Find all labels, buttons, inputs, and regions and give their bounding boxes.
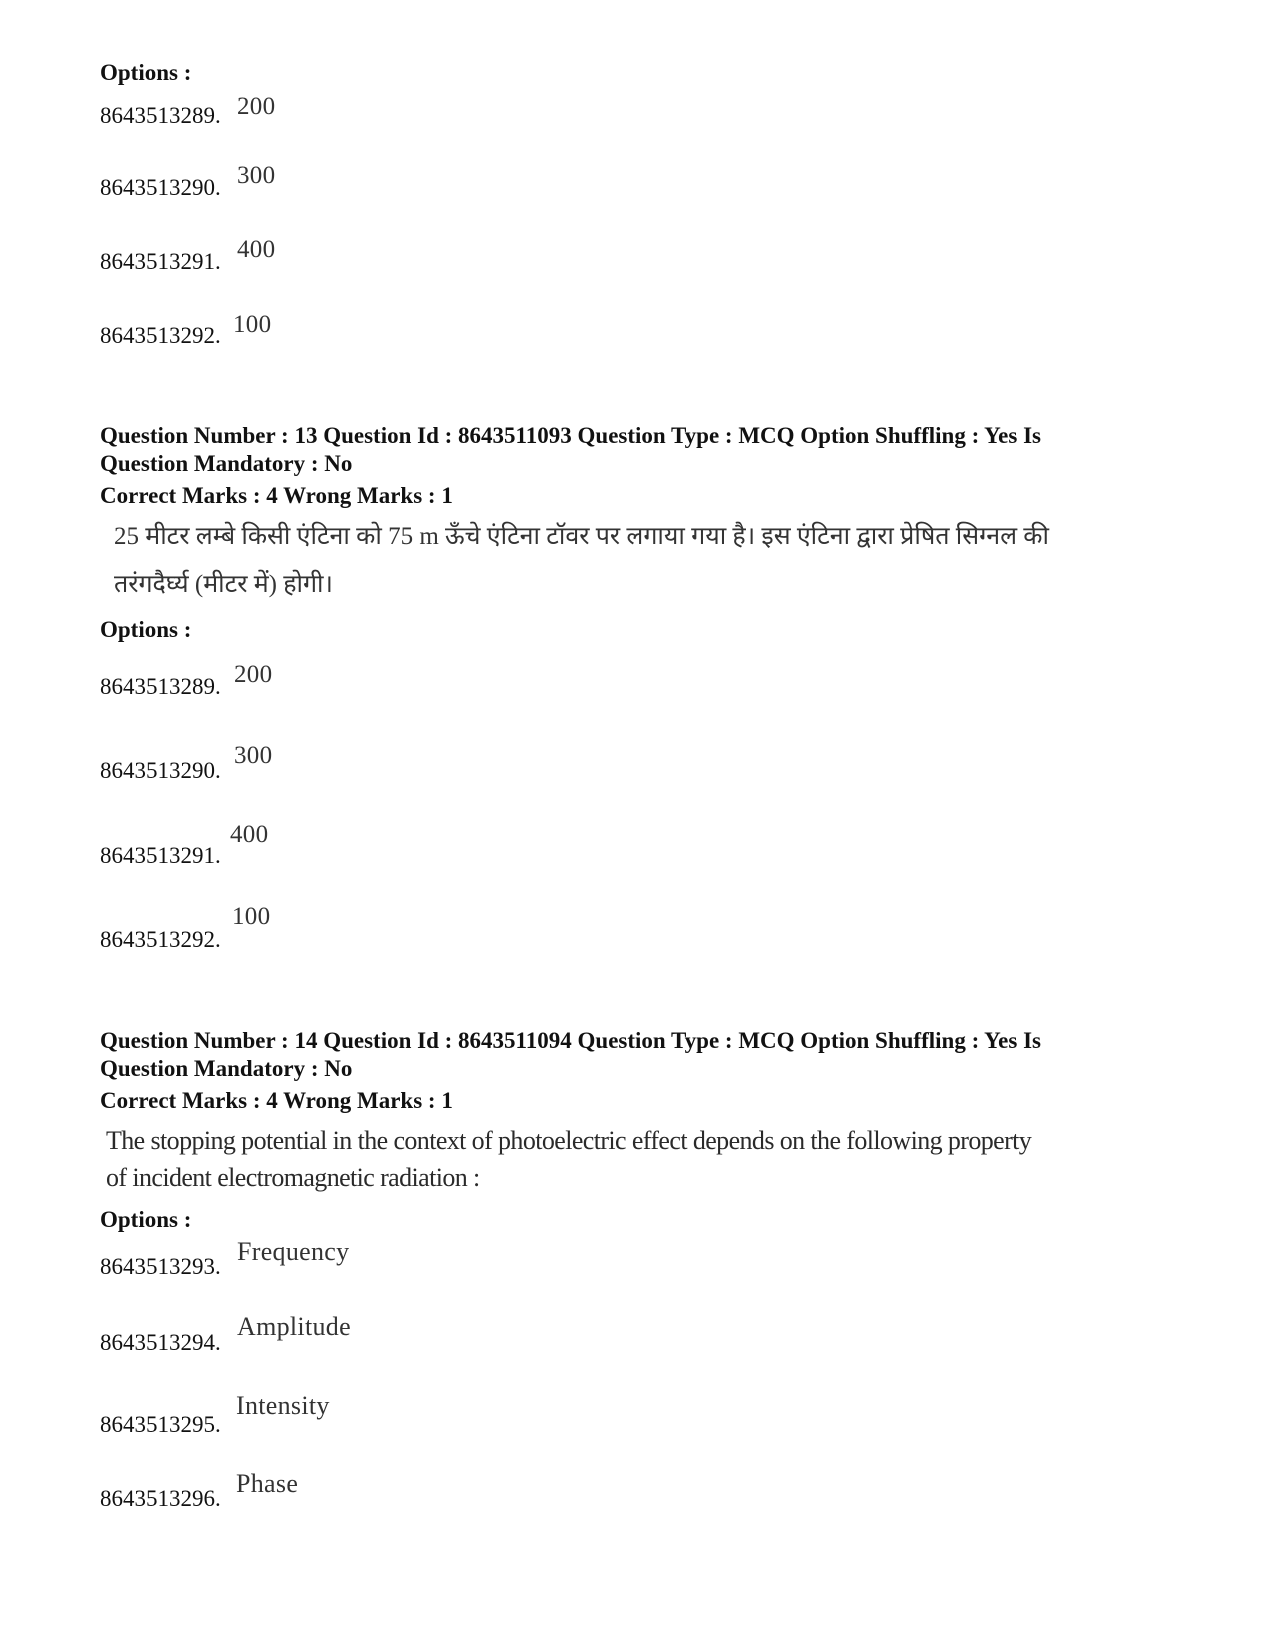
options-label: Options :: [100, 60, 192, 85]
option-value: 100: [232, 903, 271, 930]
option-value: Amplitude: [237, 1312, 351, 1341]
question-stem-line: 25 मीटर लम्बे किसी एंटिना को 75 m ऊँचे एंटिना टॉवर पर लगाया गया है। इस एंटिना द्वारा प्रेषित सिग्नल की: [114, 523, 1049, 550]
option-value: 400: [237, 236, 276, 263]
option-value: 400: [230, 821, 269, 848]
option-value: Phase: [236, 1469, 299, 1498]
option-id: 8643513291.: [100, 249, 221, 274]
option-id: 8643513294.: [100, 1330, 221, 1355]
option-value: 300: [237, 162, 276, 189]
option-value: 300: [234, 742, 273, 769]
options-label: Options :: [100, 1207, 192, 1232]
option-id: 8643513289.: [100, 674, 221, 699]
question-mandatory: Question Mandatory : No: [100, 451, 353, 476]
marks-line: Correct Marks : 4 Wrong Marks : 1: [100, 1088, 453, 1113]
option-value: Intensity: [236, 1391, 330, 1420]
option-value: Frequency: [237, 1237, 350, 1266]
question-header: Question Number : 13 Question Id : 8643511093 Question Type : MCQ Option Shuffling : Yes Is: [100, 423, 1041, 448]
question-stem-line: of incident electromagnetic radiation :: [106, 1163, 480, 1192]
question-mandatory: Question Mandatory : No: [100, 1056, 353, 1081]
option-id: 8643513296.: [100, 1486, 221, 1511]
option-id: 8643513290.: [100, 175, 221, 200]
option-id: 8643513292.: [100, 927, 221, 952]
question-header: Question Number : 14 Question Id : 8643511094 Question Type : MCQ Option Shuffling : Yes Is: [100, 1028, 1041, 1053]
option-value: 100: [233, 311, 272, 338]
option-id: 8643513291.: [100, 843, 221, 868]
option-value: 200: [237, 93, 276, 120]
marks-line: Correct Marks : 4 Wrong Marks : 1: [100, 483, 453, 508]
question-stem-line: The stopping potential in the context of photoelectric effect depends on the following property: [106, 1126, 1032, 1155]
option-id: 8643513292.: [100, 323, 221, 348]
option-id: 8643513290.: [100, 758, 221, 783]
option-id: 8643513289.: [100, 103, 221, 128]
question-stem-line: तरंगदैर्घ्य (मीटर में) होगी।: [114, 571, 334, 598]
option-id: 8643513293.: [100, 1254, 221, 1279]
options-label: Options :: [100, 617, 192, 642]
option-value: 200: [234, 661, 273, 688]
option-id: 8643513295.: [100, 1412, 221, 1437]
